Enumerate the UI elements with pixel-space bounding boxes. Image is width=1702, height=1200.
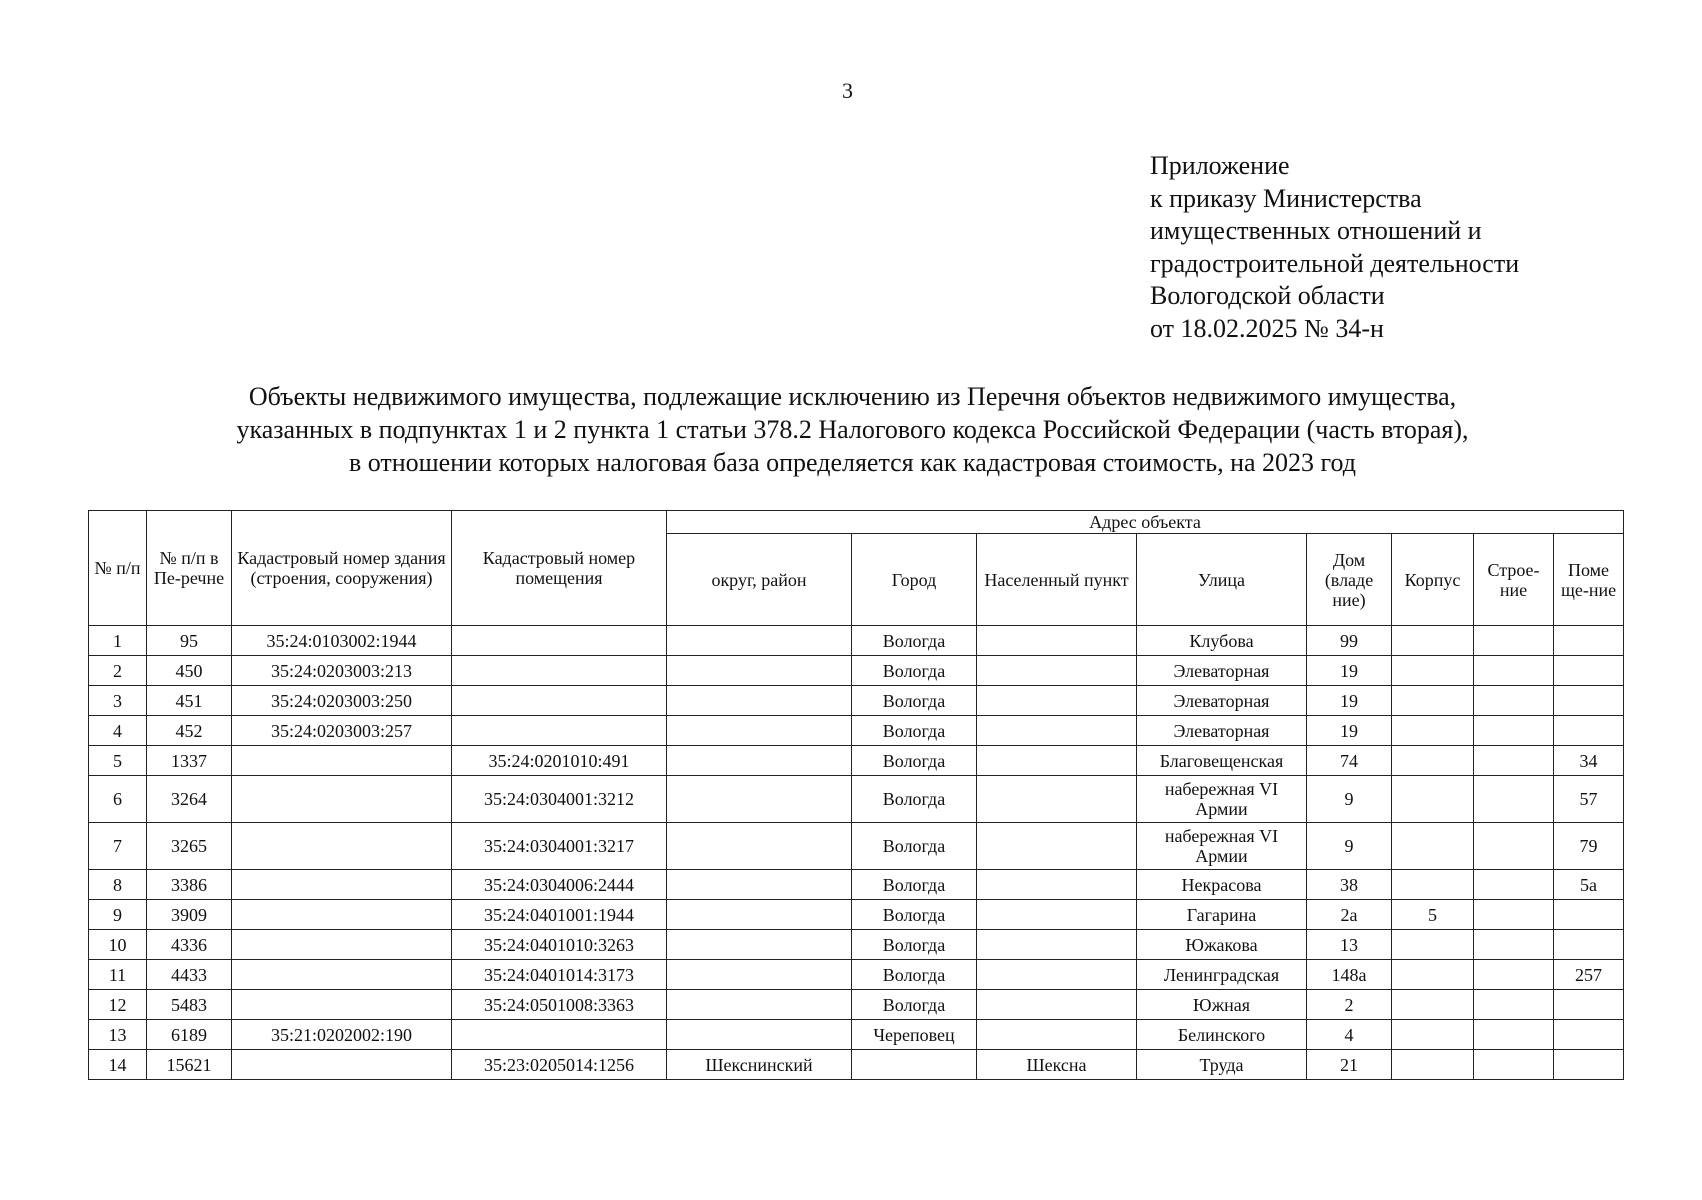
- cell-list-num: 4433: [147, 960, 232, 990]
- cell-premise: [1554, 716, 1624, 746]
- cell-list-num: 451: [147, 686, 232, 716]
- cell-list-num: 6189: [147, 1020, 232, 1050]
- header-house: Дом (владе ние): [1307, 534, 1392, 626]
- cell-house: 38: [1307, 870, 1392, 900]
- cell-house: 9: [1307, 776, 1392, 823]
- cell-premise: [1554, 656, 1624, 686]
- cell-settlement: [977, 823, 1137, 870]
- cell-building-cadastral: 35:24:0203003:257: [232, 716, 452, 746]
- cell-premise-cadastral: [452, 686, 667, 716]
- cell-building: [1474, 823, 1554, 870]
- cell-house: 19: [1307, 656, 1392, 686]
- page-number: 3: [842, 78, 853, 103]
- header-building-cadastral: Кадастровый номер здания (строения, сооружения): [232, 511, 452, 626]
- cell-building: [1474, 626, 1554, 656]
- cell-korpus: [1392, 626, 1474, 656]
- cell-korpus: [1392, 656, 1474, 686]
- cell-korpus: [1392, 960, 1474, 990]
- cell-building: [1474, 686, 1554, 716]
- table-row: [89, 1020, 1624, 1050]
- cell-settlement: [977, 716, 1137, 746]
- cell-settlement: [977, 900, 1137, 930]
- cell-building: [1474, 960, 1554, 990]
- cell-street: Белинского: [1137, 1020, 1307, 1050]
- header-district: округ, район: [667, 534, 852, 626]
- cell-house: 21: [1307, 1050, 1392, 1080]
- cell-settlement: Шексна: [977, 1050, 1137, 1080]
- cell-settlement: [977, 870, 1137, 900]
- cell-korpus: [1392, 776, 1474, 823]
- cell-house: 2: [1307, 990, 1392, 1020]
- cell-num: 4: [89, 716, 147, 746]
- cell-settlement: [977, 686, 1137, 716]
- cell-building-cadastral: [232, 990, 452, 1020]
- cell-street: Южная: [1137, 990, 1307, 1020]
- cell-building: [1474, 990, 1554, 1020]
- cell-premise-cadastral: 35:24:0401001:1944: [452, 900, 667, 930]
- cell-korpus: [1392, 716, 1474, 746]
- cell-settlement: [977, 990, 1137, 1020]
- objects-table: [88, 510, 1624, 1080]
- cell-premise-cadastral: 35:24:0304006:2444: [452, 870, 667, 900]
- cell-building: [1474, 870, 1554, 900]
- appendix-line: градостроительной деятельности: [1150, 248, 1520, 278]
- cell-list-num: 3909: [147, 900, 232, 930]
- cell-list-num: 452: [147, 716, 232, 746]
- cell-building: [1474, 930, 1554, 960]
- cell-street: Элеваторная: [1137, 686, 1307, 716]
- cell-district: Шекснинский: [667, 1050, 852, 1080]
- table-row: [89, 776, 1624, 823]
- cell-street: Некрасова: [1137, 870, 1307, 900]
- title-line: Объекты недвижимого имущества, подлежащие исключению из Перечня объектов недвижимого имущества,: [248, 382, 1457, 411]
- cell-num: 12: [89, 990, 147, 1020]
- cell-premise-cadastral: 35:24:0401010:3263: [452, 930, 667, 960]
- header-num: № п/п: [89, 511, 147, 626]
- cell-list-num: 3264: [147, 776, 232, 823]
- cell-building: [1474, 656, 1554, 686]
- cell-premise: 57: [1554, 776, 1624, 823]
- cell-building-cadastral: 35:24:0203003:213: [232, 656, 452, 686]
- cell-district: [667, 960, 852, 990]
- cell-building: [1474, 746, 1554, 776]
- appendix-line: имущественных отношений и: [1150, 216, 1482, 245]
- cell-num: 8: [89, 870, 147, 900]
- cell-premise-cadastral: [452, 1020, 667, 1050]
- header-street: Улица: [1137, 534, 1307, 626]
- cell-premise: 34: [1554, 746, 1624, 776]
- cell-korpus: [1392, 930, 1474, 960]
- cell-building-cadastral: [232, 960, 452, 990]
- cell-city: Вологда: [852, 870, 977, 900]
- cell-settlement: [977, 626, 1137, 656]
- table-row: [89, 656, 1624, 686]
- appendix-line: Приложение: [1150, 151, 1290, 180]
- cell-house: 99: [1307, 626, 1392, 656]
- cell-city: Вологда: [852, 823, 977, 870]
- cell-street: Элеваторная: [1137, 716, 1307, 746]
- cell-num: 13: [89, 1020, 147, 1050]
- appendix-line: к приказу Министерства: [1150, 183, 1422, 213]
- table-row: [89, 626, 1624, 656]
- cell-premise-cadastral: [452, 716, 667, 746]
- cell-settlement: [977, 930, 1137, 960]
- cell-district: [667, 746, 852, 776]
- cell-building-cadastral: [232, 823, 452, 870]
- cell-list-num: 4336: [147, 930, 232, 960]
- header-settlement: Населенный пункт: [977, 534, 1137, 626]
- header-premise: Поме ще-ние: [1554, 534, 1624, 626]
- document-title: [80, 380, 1625, 479]
- cell-settlement: [977, 960, 1137, 990]
- cell-district: [667, 990, 852, 1020]
- cell-building-cadastral: [232, 746, 452, 776]
- appendix-line: Вологодской области: [1150, 281, 1385, 310]
- cell-street: Благовещенская: [1137, 746, 1307, 776]
- cell-premise: [1554, 1020, 1624, 1050]
- cell-korpus: [1392, 990, 1474, 1020]
- header-building: Строе-ние: [1474, 534, 1554, 626]
- cell-house: 19: [1307, 686, 1392, 716]
- cell-city: Вологда: [852, 900, 977, 930]
- cell-district: [667, 716, 852, 746]
- cell-premise: [1554, 686, 1624, 716]
- cell-house: 13: [1307, 930, 1392, 960]
- header-korpus: Корпус: [1392, 534, 1474, 626]
- cell-num: 6: [89, 776, 147, 823]
- cell-street: Ленинградская: [1137, 960, 1307, 990]
- table-row: [89, 686, 1624, 716]
- table-row: [89, 960, 1624, 990]
- cell-premise-cadastral: 35:24:0401014:3173: [452, 960, 667, 990]
- cell-korpus: [1392, 1050, 1474, 1080]
- cell-premise-cadastral: 35:24:0501008:3363: [452, 990, 667, 1020]
- title-line: указанных в подпунктах 1 и 2 пункта 1 статьи 378.2 Налогового кодекса Российской Федерации (часть вторая),: [236, 415, 1469, 444]
- table-body: [89, 626, 1624, 1080]
- cell-premise: [1554, 900, 1624, 930]
- cell-street: набережная VI Армии: [1137, 776, 1307, 823]
- cell-premise: 257: [1554, 960, 1624, 990]
- cell-num: 10: [89, 930, 147, 960]
- cell-building: [1474, 776, 1554, 823]
- cell-num: 14: [89, 1050, 147, 1080]
- cell-korpus: [1392, 746, 1474, 776]
- table-row: [89, 716, 1624, 746]
- cell-city: [852, 1050, 977, 1080]
- cell-street: Южакова: [1137, 930, 1307, 960]
- cell-settlement: [977, 746, 1137, 776]
- cell-korpus: [1392, 1020, 1474, 1050]
- cell-korpus: [1392, 870, 1474, 900]
- header-city: Город: [852, 534, 977, 626]
- cell-list-num: 450: [147, 656, 232, 686]
- cell-house: 148а: [1307, 960, 1392, 990]
- cell-num: 1: [89, 626, 147, 656]
- header-address-group: Адрес объекта: [667, 511, 1624, 534]
- cell-premise: [1554, 930, 1624, 960]
- cell-num: 3: [89, 686, 147, 716]
- cell-city: Вологда: [852, 656, 977, 686]
- cell-premise: [1554, 990, 1624, 1020]
- cell-num: 5: [89, 746, 147, 776]
- table-row: [89, 870, 1624, 900]
- appendix-line: от 18.02.2025 № 34-н: [1150, 313, 1384, 343]
- cell-building: [1474, 1050, 1554, 1080]
- cell-district: [667, 656, 852, 686]
- table-row: [89, 930, 1624, 960]
- cell-premise-cadastral: 35:24:0201010:491: [452, 746, 667, 776]
- cell-premise-cadastral: 35:23:0205014:1256: [452, 1050, 667, 1080]
- cell-district: [667, 626, 852, 656]
- cell-premise: [1554, 626, 1624, 656]
- cell-house: 19: [1307, 716, 1392, 746]
- cell-list-num: 5483: [147, 990, 232, 1020]
- cell-city: Вологда: [852, 930, 977, 960]
- table-row: [89, 990, 1624, 1020]
- cell-korpus: 5: [1392, 900, 1474, 930]
- cell-district: [667, 930, 852, 960]
- cell-korpus: [1392, 823, 1474, 870]
- cell-building-cadastral: [232, 1050, 452, 1080]
- cell-korpus: [1392, 686, 1474, 716]
- cell-city: Вологда: [852, 716, 977, 746]
- cell-building: [1474, 1020, 1554, 1050]
- cell-district: [667, 1020, 852, 1050]
- cell-settlement: [977, 1020, 1137, 1050]
- cell-premise-cadastral: 35:24:0304001:3217: [452, 823, 667, 870]
- cell-settlement: [977, 656, 1137, 686]
- header-premise-cadastral: Кадастровый номер помещения: [452, 511, 667, 626]
- cell-city: Вологда: [852, 746, 977, 776]
- cell-street: Гагарина: [1137, 900, 1307, 930]
- cell-city: Вологда: [852, 686, 977, 716]
- cell-building-cadastral: [232, 870, 452, 900]
- cell-premise: 5а: [1554, 870, 1624, 900]
- table-row: [89, 823, 1624, 870]
- cell-premise-cadastral: [452, 656, 667, 686]
- cell-city: Вологда: [852, 960, 977, 990]
- cell-city: Вологда: [852, 990, 977, 1020]
- cell-district: [667, 686, 852, 716]
- cell-city: Череповец: [852, 1020, 977, 1050]
- cell-list-num: 1337: [147, 746, 232, 776]
- cell-street: Труда: [1137, 1050, 1307, 1080]
- cell-district: [667, 776, 852, 823]
- cell-street: Клубова: [1137, 626, 1307, 656]
- header-list-num: № п/п в Пе-речне: [147, 511, 232, 626]
- cell-building-cadastral: [232, 930, 452, 960]
- cell-street: Элеваторная: [1137, 656, 1307, 686]
- cell-premise: [1554, 1050, 1624, 1080]
- appendix-block: [1150, 150, 1519, 345]
- cell-list-num: 95: [147, 626, 232, 656]
- cell-house: 9: [1307, 823, 1392, 870]
- cell-num: 9: [89, 900, 147, 930]
- cell-num: 2: [89, 656, 147, 686]
- cell-list-num: 3265: [147, 823, 232, 870]
- cell-premise: 79: [1554, 823, 1624, 870]
- cell-house: 4: [1307, 1020, 1392, 1050]
- cell-house: 74: [1307, 746, 1392, 776]
- table-row: [89, 1050, 1624, 1080]
- cell-premise-cadastral: [452, 626, 667, 656]
- cell-city: Вологда: [852, 626, 977, 656]
- cell-building: [1474, 900, 1554, 930]
- cell-district: [667, 870, 852, 900]
- cell-house: 2а: [1307, 900, 1392, 930]
- cell-district: [667, 823, 852, 870]
- cell-street: набережная VI Армии: [1137, 823, 1307, 870]
- table-row: [89, 900, 1624, 930]
- cell-building-cadastral: [232, 900, 452, 930]
- cell-building-cadastral: 35:21:0202002:190: [232, 1020, 452, 1050]
- cell-num: 11: [89, 960, 147, 990]
- cell-list-num: 15621: [147, 1050, 232, 1080]
- title-line: в отношении которых налоговая база определяется как кадастровая стоимость, на 2023 год: [348, 448, 1357, 477]
- cell-building-cadastral: [232, 776, 452, 823]
- cell-building-cadastral: 35:24:0203003:250: [232, 686, 452, 716]
- cell-list-num: 3386: [147, 870, 232, 900]
- cell-settlement: [977, 776, 1137, 823]
- cell-building: [1474, 716, 1554, 746]
- cell-district: [667, 900, 852, 930]
- table-row: [89, 746, 1624, 776]
- cell-city: Вологда: [852, 776, 977, 823]
- cell-building-cadastral: 35:24:0103002:1944: [232, 626, 452, 656]
- cell-premise-cadastral: 35:24:0304001:3212: [452, 776, 667, 823]
- cell-num: 7: [89, 823, 147, 870]
